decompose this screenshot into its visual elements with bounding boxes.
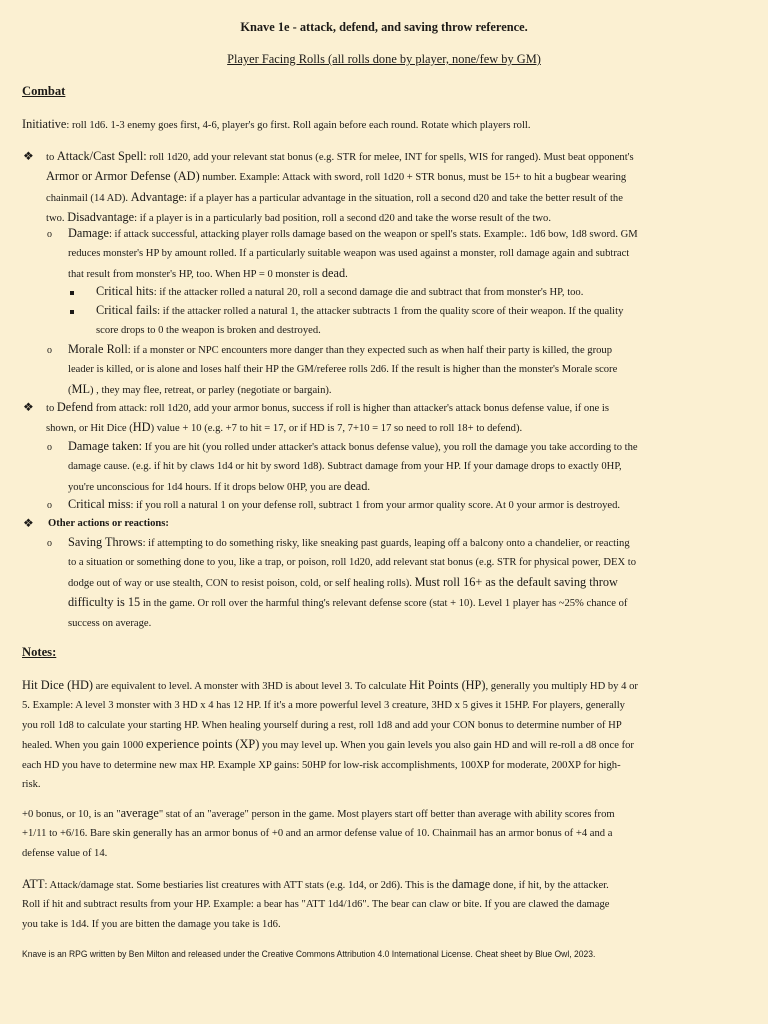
defend-line-1: from attack: roll 1d20, add your armor bonus, success if roll is higher than attacker's attack bonus defense value, if one is <box>93 403 609 414</box>
critical-hits-label: Critical hits <box>96 284 154 298</box>
average-line-3: defense value of 14. <box>22 847 108 859</box>
hit-points-label: Hit Points (HP) <box>408 678 486 692</box>
morale-line-3: ) , they may flee, retreat, or parley (negotiate or bargain). <box>89 384 332 396</box>
damage-line-1: : if attack successful, attacking player rolls damage based on the weapon or spell's stats. Example:. 1d6 bow, 1d8 sword. GM <box>108 229 638 240</box>
circle-bullet-icon: o <box>47 345 52 356</box>
footer-credits: Knave is an RPG written by Ben Milton and released under the Creative Commons Attribution 4.0 International License. Cheat sheet by Blue Owl, 2023. <box>22 949 596 960</box>
other-actions-heading <box>48 514 648 533</box>
att-line-3: you take is 1d4. If you are bitten the damage you take is 1d6. <box>22 918 281 930</box>
page-title: Knave 1e - attack, defend, and saving throw reference. <box>240 20 528 34</box>
morale-line-1: : if a monster or NPC encounters more danger than they expected such as when half their party is killed, the group <box>127 345 613 356</box>
critical-miss-label: Critical miss <box>68 497 131 511</box>
damage-taken-line-2: damage cause. (e.g. if hit by claws 1d4 or hit by sword 1d8). Subtract damage from your HP. If your damage drops to exactly 0HP, <box>68 461 622 473</box>
other-actions-label: Other actions or reactions: <box>48 518 169 529</box>
average-label: average <box>120 806 159 820</box>
dead-label: dead <box>344 478 368 493</box>
damage-paragraph <box>68 224 748 284</box>
defend-line-2a: shown, or Hit Dice ( <box>46 423 133 435</box>
initiative-text: : roll 1d6. 1-3 enemy goes first, 4-6, player's go first. Roll again before each round. Rotate which players roll. <box>66 120 531 131</box>
advantage-label: Advantage <box>130 189 184 204</box>
hit-dice-line-1b: , generally you multiply HD by 4 or <box>485 681 638 692</box>
circle-bullet-icon: o <box>47 500 52 511</box>
experience-points-label: experience points (XP) <box>145 737 260 752</box>
critical-fails-line-1: : if the attacker rolled a natural 1, the attacker subtracts 1 from the quality score of their weapon. If the quality <box>157 306 624 317</box>
average-paragraph <box>22 804 728 863</box>
average-line-2: +1/11 to +6/16. Bare skin generally has an armor bonus of +0 and an armor defense value of 10. Chainmail has an armor bonus of +4 and a <box>22 828 613 840</box>
damage-taken-line-1: If you are hit (you rolled under attacker's attack bonus defense value), you roll the damage you take according to the <box>142 442 638 453</box>
damage-line-3: that result from monster's HP, too. When HP = 0 monster is <box>68 268 322 280</box>
diamond-bullet-icon: ❖ <box>23 516 34 530</box>
hit-dice-label: Hit Dice (HD) <box>22 678 94 692</box>
page-subtitle: Player Facing Rolls (all rolls done by player, none/few by GM) <box>227 52 541 66</box>
square-bullet-icon <box>70 283 74 302</box>
damage-line-2: reduces monster's HP by amount rolled. If a particularly suitable weapon was used against a monster, roll damage again and subtract <box>68 248 630 260</box>
default-saving-throw: Must roll 16+ as the default saving throw <box>414 574 618 589</box>
damage-taken-end: . <box>367 481 370 493</box>
dead-label: dead <box>321 265 346 280</box>
critical-hits-text: : if the attacker rolled a natural 20, roll a second damage die and subtract that from monster's HP, too. <box>153 287 584 298</box>
damage-taken-line-3: you're unconscious for 1d4 hours. If it drops below 0HP, you are <box>68 481 345 493</box>
saving-line-1: : if attempting to do something risky, like sneaking past guards, leaping off a balcony onto a chandelier, or reacting <box>142 538 630 549</box>
disadvantage-label: Disadvantage <box>67 210 135 225</box>
hit-dice-line-4a: healed. When you gain 1000 <box>22 740 146 752</box>
initiative-label: Initiative <box>22 117 67 131</box>
square-bullet-icon <box>70 302 74 321</box>
saving-throws-paragraph <box>68 533 758 633</box>
morale-label: Morale Roll <box>68 342 128 356</box>
attack-paragraph <box>46 147 746 229</box>
average-line-1a: +0 bonus, or 10, is an " <box>22 809 121 820</box>
damage-end: . <box>345 268 348 280</box>
hit-dice-line-3: you roll 1d8 to calculate your starting HP. When healing yourself during a rest, roll 1d8 and add your CON bonus to determine number of HP <box>22 719 622 731</box>
hit-dice-line-4b: you may level up. When you gain levels you also gain HD and will re-roll a d8 once for <box>259 740 634 752</box>
attack-prefix: to <box>46 152 57 163</box>
saving-line-5: success on average. <box>68 617 152 629</box>
critical-fails-label: Critical fails <box>96 303 158 317</box>
attack-label: Attack/Cast Spell: <box>56 149 147 163</box>
saving-line-3: dodge out of way or use stealth, CON to resist poison, cold, or self healing rolls). <box>68 577 415 589</box>
attack-text-4: : if a player has a particular advantage in the situation, roll a second d20 and take the better result of the <box>184 192 623 204</box>
diamond-bullet-icon: ❖ <box>23 400 34 414</box>
critical-miss-text: : if you roll a natural 1 on your defense roll, subtract 1 from your armor quality score. At 0 your armor is destroyed. <box>130 500 621 511</box>
damage-taken-paragraph <box>68 437 748 497</box>
hit-dice-line-1: are equivalent to level. A monster with 3HD is about level 3. To calculate <box>93 681 409 692</box>
att-line-2: Roll if hit and subtract results from your HP. Example: a bear has "ATT 1d4/1d6". The bear can claw or bite. If you are clawed the damage <box>22 899 610 911</box>
damage-word: damage <box>451 877 491 891</box>
armor-defense-label: Armor or Armor Defense (AD) <box>46 169 200 184</box>
morale-line-2: leader is killed, or is alone and loses half their HP the GM/referee rolls 2d6. If the result is higher than the monster's Morale score <box>68 364 618 376</box>
hit-dice-line-6: risk. <box>22 779 41 791</box>
critical-fails-line-2: score drops to 0 the weapon is broken and destroyed. <box>96 325 321 337</box>
saving-throws-label: Saving Throws <box>68 535 143 549</box>
attack-text-1: roll 1d20, add your relevant stat bonus (e.g. STR for melee, INT for spells, WIS for ranged). Must beat opponent's <box>146 152 634 163</box>
saving-line-2: to a situation or something done to you, like a trap, or poison, roll 1d20, add relevant stat bonus (e.g. STR for physical power, DEX to <box>68 557 637 569</box>
hit-dice-paragraph <box>22 676 728 794</box>
critical-hits-paragraph <box>96 282 746 302</box>
hit-dice-line-2: 5. Example: A level 3 monster with 3 HD x 4 has 12 HP. If it's a more powerful level 3 creature, 3HD x 5 gives it 15HP. For players, generally <box>22 700 625 712</box>
circle-bullet-icon: o <box>47 538 52 549</box>
att-line-1: : Attack/damage stat. Some bestiaries list creatures with ATT stats (e.g. 1d4, or 2d6). This is the <box>44 880 452 891</box>
critical-fails-paragraph <box>96 301 746 341</box>
defend-paragraph <box>46 398 746 439</box>
diamond-bullet-icon: ❖ <box>23 149 34 163</box>
att-label: ATT <box>22 877 45 891</box>
defend-prefix: to <box>46 403 57 414</box>
attack-text-2: number. Example: Attack with sword, roll 1d20 + STR bonus, must be 15+ to hit a bugbear wearing <box>199 172 627 184</box>
notes-heading: Notes: <box>22 645 57 659</box>
initiative-paragraph <box>22 115 730 135</box>
hit-dice-line-5: each HD you have to determine new max HP. Example XP gains: 50HP for low-risk accomplishments, 100XP for moderate, 200XP for high- <box>22 759 621 771</box>
attack-text-3: chainmail (14 AD). <box>46 192 131 204</box>
average-line-1b: " stat of an "average" person in the game. Most players start off better than average with ability scores from <box>158 809 615 820</box>
defend-label: Defend <box>56 400 94 414</box>
hd-label: HD <box>132 420 151 435</box>
attack-text-5: two. <box>46 213 68 225</box>
morale-paren: ( <box>68 384 72 396</box>
damage-taken-label: Damage taken: <box>68 439 143 453</box>
morale-paragraph <box>68 340 748 400</box>
circle-bullet-icon: o <box>47 229 52 240</box>
att-line-1b: done, if hit, by the attacker. <box>490 880 609 891</box>
combat-heading: Combat <box>22 84 66 98</box>
ml-label: ML <box>71 381 90 396</box>
difficulty-label: difficulty is 15 <box>68 595 141 610</box>
critical-miss-paragraph <box>68 495 748 515</box>
saving-line-4: in the game. Or roll over the harmful thing's relevant defense score (stat + 10). Level 1 player has ~25% chance of <box>140 598 628 610</box>
defend-line-2b: ) value + 10 (e.g. +7 to hit = 17, or if HD is 7, 7+10 = 17 so need to roll 18+ to defend). <box>150 423 523 435</box>
attack-text-6: : if a player is in a particularly bad position, roll a second d20 and take the worse result of the two. <box>134 213 551 225</box>
damage-label: Damage <box>68 226 109 240</box>
circle-bullet-icon: o <box>47 442 52 453</box>
att-paragraph <box>22 875 734 934</box>
